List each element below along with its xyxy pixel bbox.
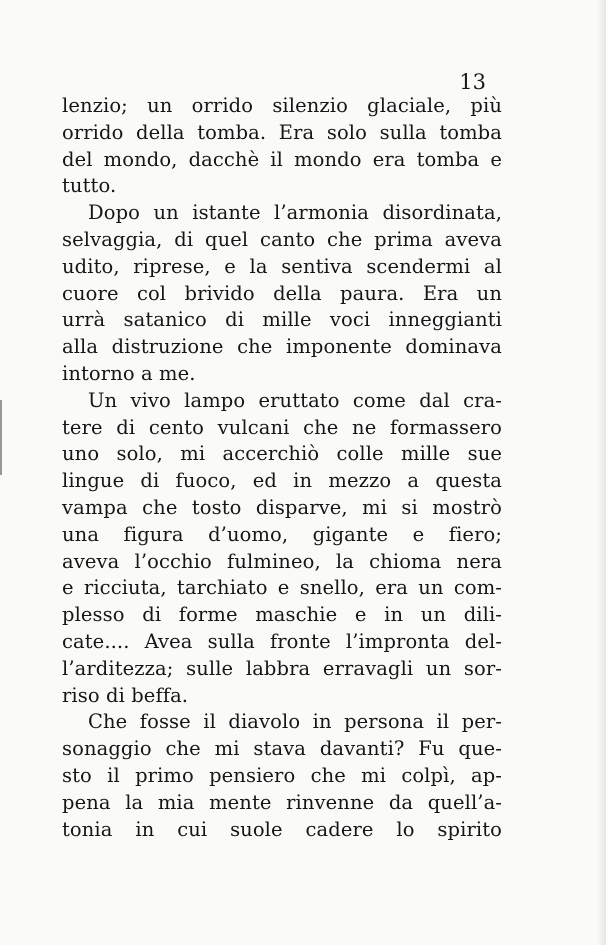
text-line: Dopo un istante l’armonia disordinata, — [88, 201, 502, 225]
text-line: sto il primo pensiero che mi colpì, ap- — [62, 763, 502, 787]
text-line: tonia in cui suole cadere lo spirito — [62, 817, 502, 841]
text-line: orrido della tomba. Era solo sulla tomba — [62, 120, 502, 144]
text-line: intorno a me. — [62, 361, 196, 385]
text-line: riso di beffa. — [62, 683, 189, 707]
text-line: udito, riprese, e la sentiva scendermi al — [62, 254, 502, 278]
text-line: selvaggia, di quel canto che prima aveva — [62, 227, 502, 251]
text-line: e ricciuta, tarchiato e snello, era un com- — [62, 576, 502, 600]
text-line: cuore col brivido della paura. Era un — [62, 281, 502, 305]
text-line: lingue di fuoco, ed in mezzo a questa — [62, 469, 502, 493]
text-line: cate.... Avea sulla fronte l’impronta del- — [62, 629, 502, 653]
text-line: uno solo, mi accerchiò colle mille sue — [62, 442, 502, 466]
text-line: plesso di forme maschie e in un dili- — [62, 603, 502, 627]
text-line: pena la mia mente rinvenne da quell’a- — [62, 790, 502, 814]
binding-mark — [0, 400, 8, 475]
body-text — [62, 93, 502, 843]
page-edge-shadow — [596, 0, 606, 945]
text-line: del mondo, dacchè il mondo era tomba e — [62, 147, 502, 171]
text-line: tutto. — [62, 174, 117, 198]
text-line: urrà satanico di mille voci inneggianti — [62, 308, 502, 332]
text-line: Un vivo lampo eruttato come dal cra- — [88, 388, 502, 412]
text-line: vampa che tosto disparve, mi si mostrò — [62, 495, 502, 519]
text-line: una figura d’uomo, gigante e fiero; — [62, 522, 502, 546]
text-line: lenzio; un orrido silenzio glaciale, più — [62, 94, 502, 117]
text-line: aveva l’occhio fulmineo, la chioma nera — [62, 549, 502, 573]
text-line: sonaggio che mi stava davanti? Fu que- — [62, 737, 502, 761]
text-line: alla distruzione che imponente dominava — [62, 335, 502, 359]
page-number: 13 — [459, 70, 486, 94]
text-line: Che fosse il diavolo in persona il per- — [88, 710, 502, 734]
text-line: l’arditezza; sulle labbra erravagli un sor- — [62, 656, 502, 680]
text-line: tere di cento vulcani che ne formassero — [62, 415, 502, 439]
